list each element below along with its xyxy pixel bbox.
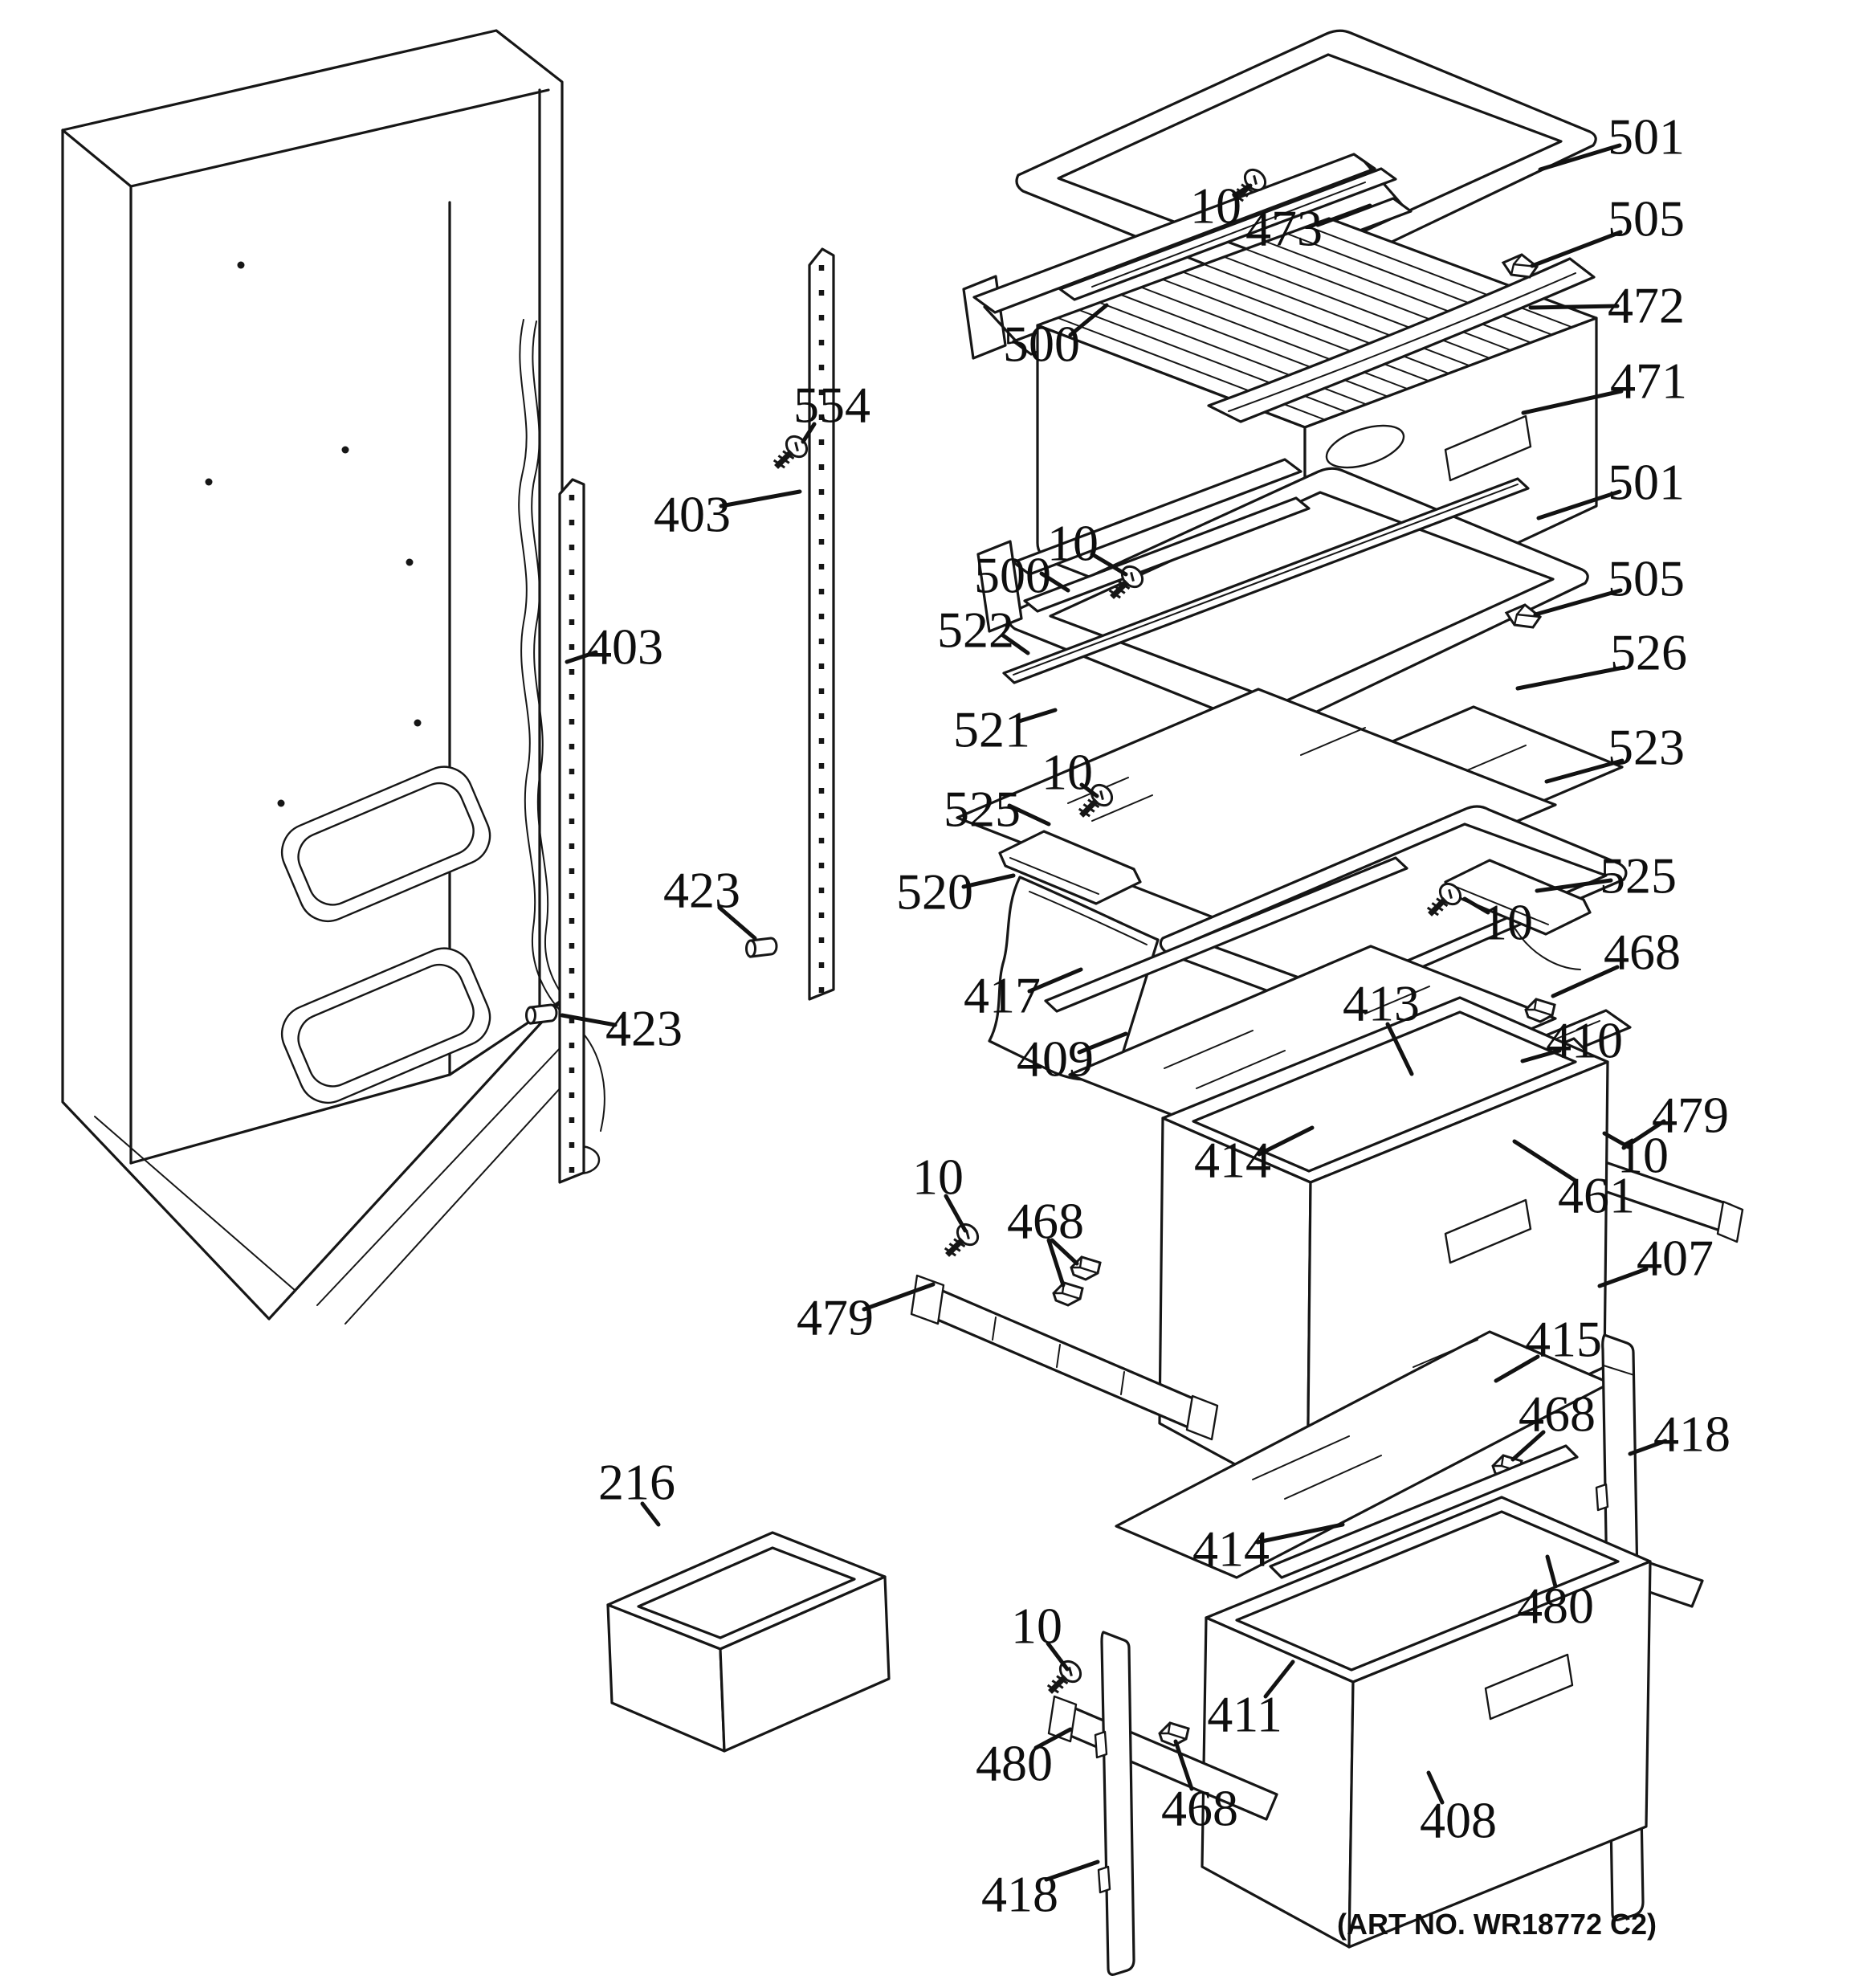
- leader-line-526-12: [1518, 667, 1624, 688]
- part-label-521-13: 521: [953, 700, 1030, 758]
- part-403-shelf-rail-left: [560, 480, 584, 1182]
- part-label-472-2: 472: [1608, 276, 1685, 334]
- part-label-520-18: 520: [896, 863, 973, 921]
- part-label-526-12: 526: [1610, 623, 1687, 681]
- part-label-410-23: 410: [1546, 1011, 1623, 1069]
- part-label-403-45: 403: [654, 485, 731, 543]
- part-label-554-44: 554: [793, 376, 870, 434]
- part-label-468-30: 468: [1007, 1192, 1084, 1250]
- part-label-461-29: 461: [1558, 1166, 1635, 1224]
- refrigerator-cabinet: [63, 31, 605, 1324]
- part-label-10-15: 10: [1042, 743, 1093, 801]
- part-label-480-40: 480: [976, 1734, 1053, 1792]
- part-label-411-39: 411: [1207, 1685, 1282, 1743]
- part-label-505-1: 505: [1608, 190, 1685, 247]
- part-label-216-49: 216: [598, 1453, 675, 1511]
- part-label-408-42: 408: [1420, 1791, 1497, 1849]
- part-216-door-bin: [608, 1533, 889, 1751]
- part-label-423-48: 423: [605, 999, 683, 1057]
- part-label-10-19: 10: [1482, 893, 1533, 951]
- part-label-10-38: 10: [1011, 1597, 1062, 1655]
- part-label-525-17: 525: [1600, 847, 1677, 904]
- part-label-468-41: 468: [1161, 1779, 1238, 1837]
- part-label-500-6: 500: [1003, 315, 1080, 373]
- part-label-10-26: 10: [1617, 1126, 1669, 1184]
- part-label-468-20: 468: [1604, 923, 1681, 981]
- part-label-501-0: 501: [1608, 108, 1685, 165]
- part-468-clip-left-b: [1054, 1283, 1082, 1305]
- part-403-shelf-rail-right: [809, 249, 834, 999]
- part-label-423-47: 423: [663, 861, 740, 919]
- part-label-473-5: 473: [1245, 199, 1323, 257]
- part-423-shelf-peg-right: [747, 938, 777, 957]
- part-label-403-46: 403: [586, 618, 663, 676]
- part-label-525-16: 525: [944, 780, 1021, 838]
- art-no-text: (ART NO. WR18772 C2): [1336, 1908, 1657, 1941]
- part-label-418-43: 418: [981, 1865, 1058, 1923]
- part-label-500-9: 500: [974, 546, 1051, 604]
- part-423-shelf-peg-left: [527, 1005, 557, 1023]
- part-418-trim-left: [1095, 1632, 1134, 1974]
- leader-line-403-45: [721, 492, 800, 506]
- leader-line-472-2: [1531, 306, 1617, 308]
- part-label-414-27: 414: [1194, 1131, 1271, 1189]
- part-label-414-36: 414: [1192, 1520, 1270, 1578]
- part-10-screw-6: [940, 1220, 982, 1263]
- part-label-413-22: 413: [1343, 974, 1420, 1032]
- part-label-522-11: 522: [937, 601, 1014, 659]
- part-label-523-14: 523: [1608, 718, 1685, 776]
- part-label-10-4: 10: [1190, 177, 1241, 235]
- part-label-418-35: 418: [1653, 1405, 1731, 1463]
- part-label-471-3: 471: [1610, 352, 1687, 410]
- part-label-409-24: 409: [1017, 1030, 1094, 1088]
- part-label-501-7: 501: [1608, 453, 1685, 511]
- part-label-468-34: 468: [1519, 1385, 1596, 1443]
- part-label-10-8: 10: [1047, 514, 1099, 572]
- part-label-407-31: 407: [1637, 1229, 1714, 1287]
- part-label-415-33: 415: [1525, 1310, 1602, 1368]
- part-label-10-28: 10: [912, 1148, 964, 1206]
- part-label-479-32: 479: [797, 1288, 874, 1346]
- part-label-480-37: 480: [1517, 1577, 1594, 1635]
- part-label-479-25: 479: [1652, 1086, 1729, 1144]
- part-label-505-10: 505: [1608, 549, 1685, 607]
- part-label-417-21: 417: [964, 966, 1041, 1024]
